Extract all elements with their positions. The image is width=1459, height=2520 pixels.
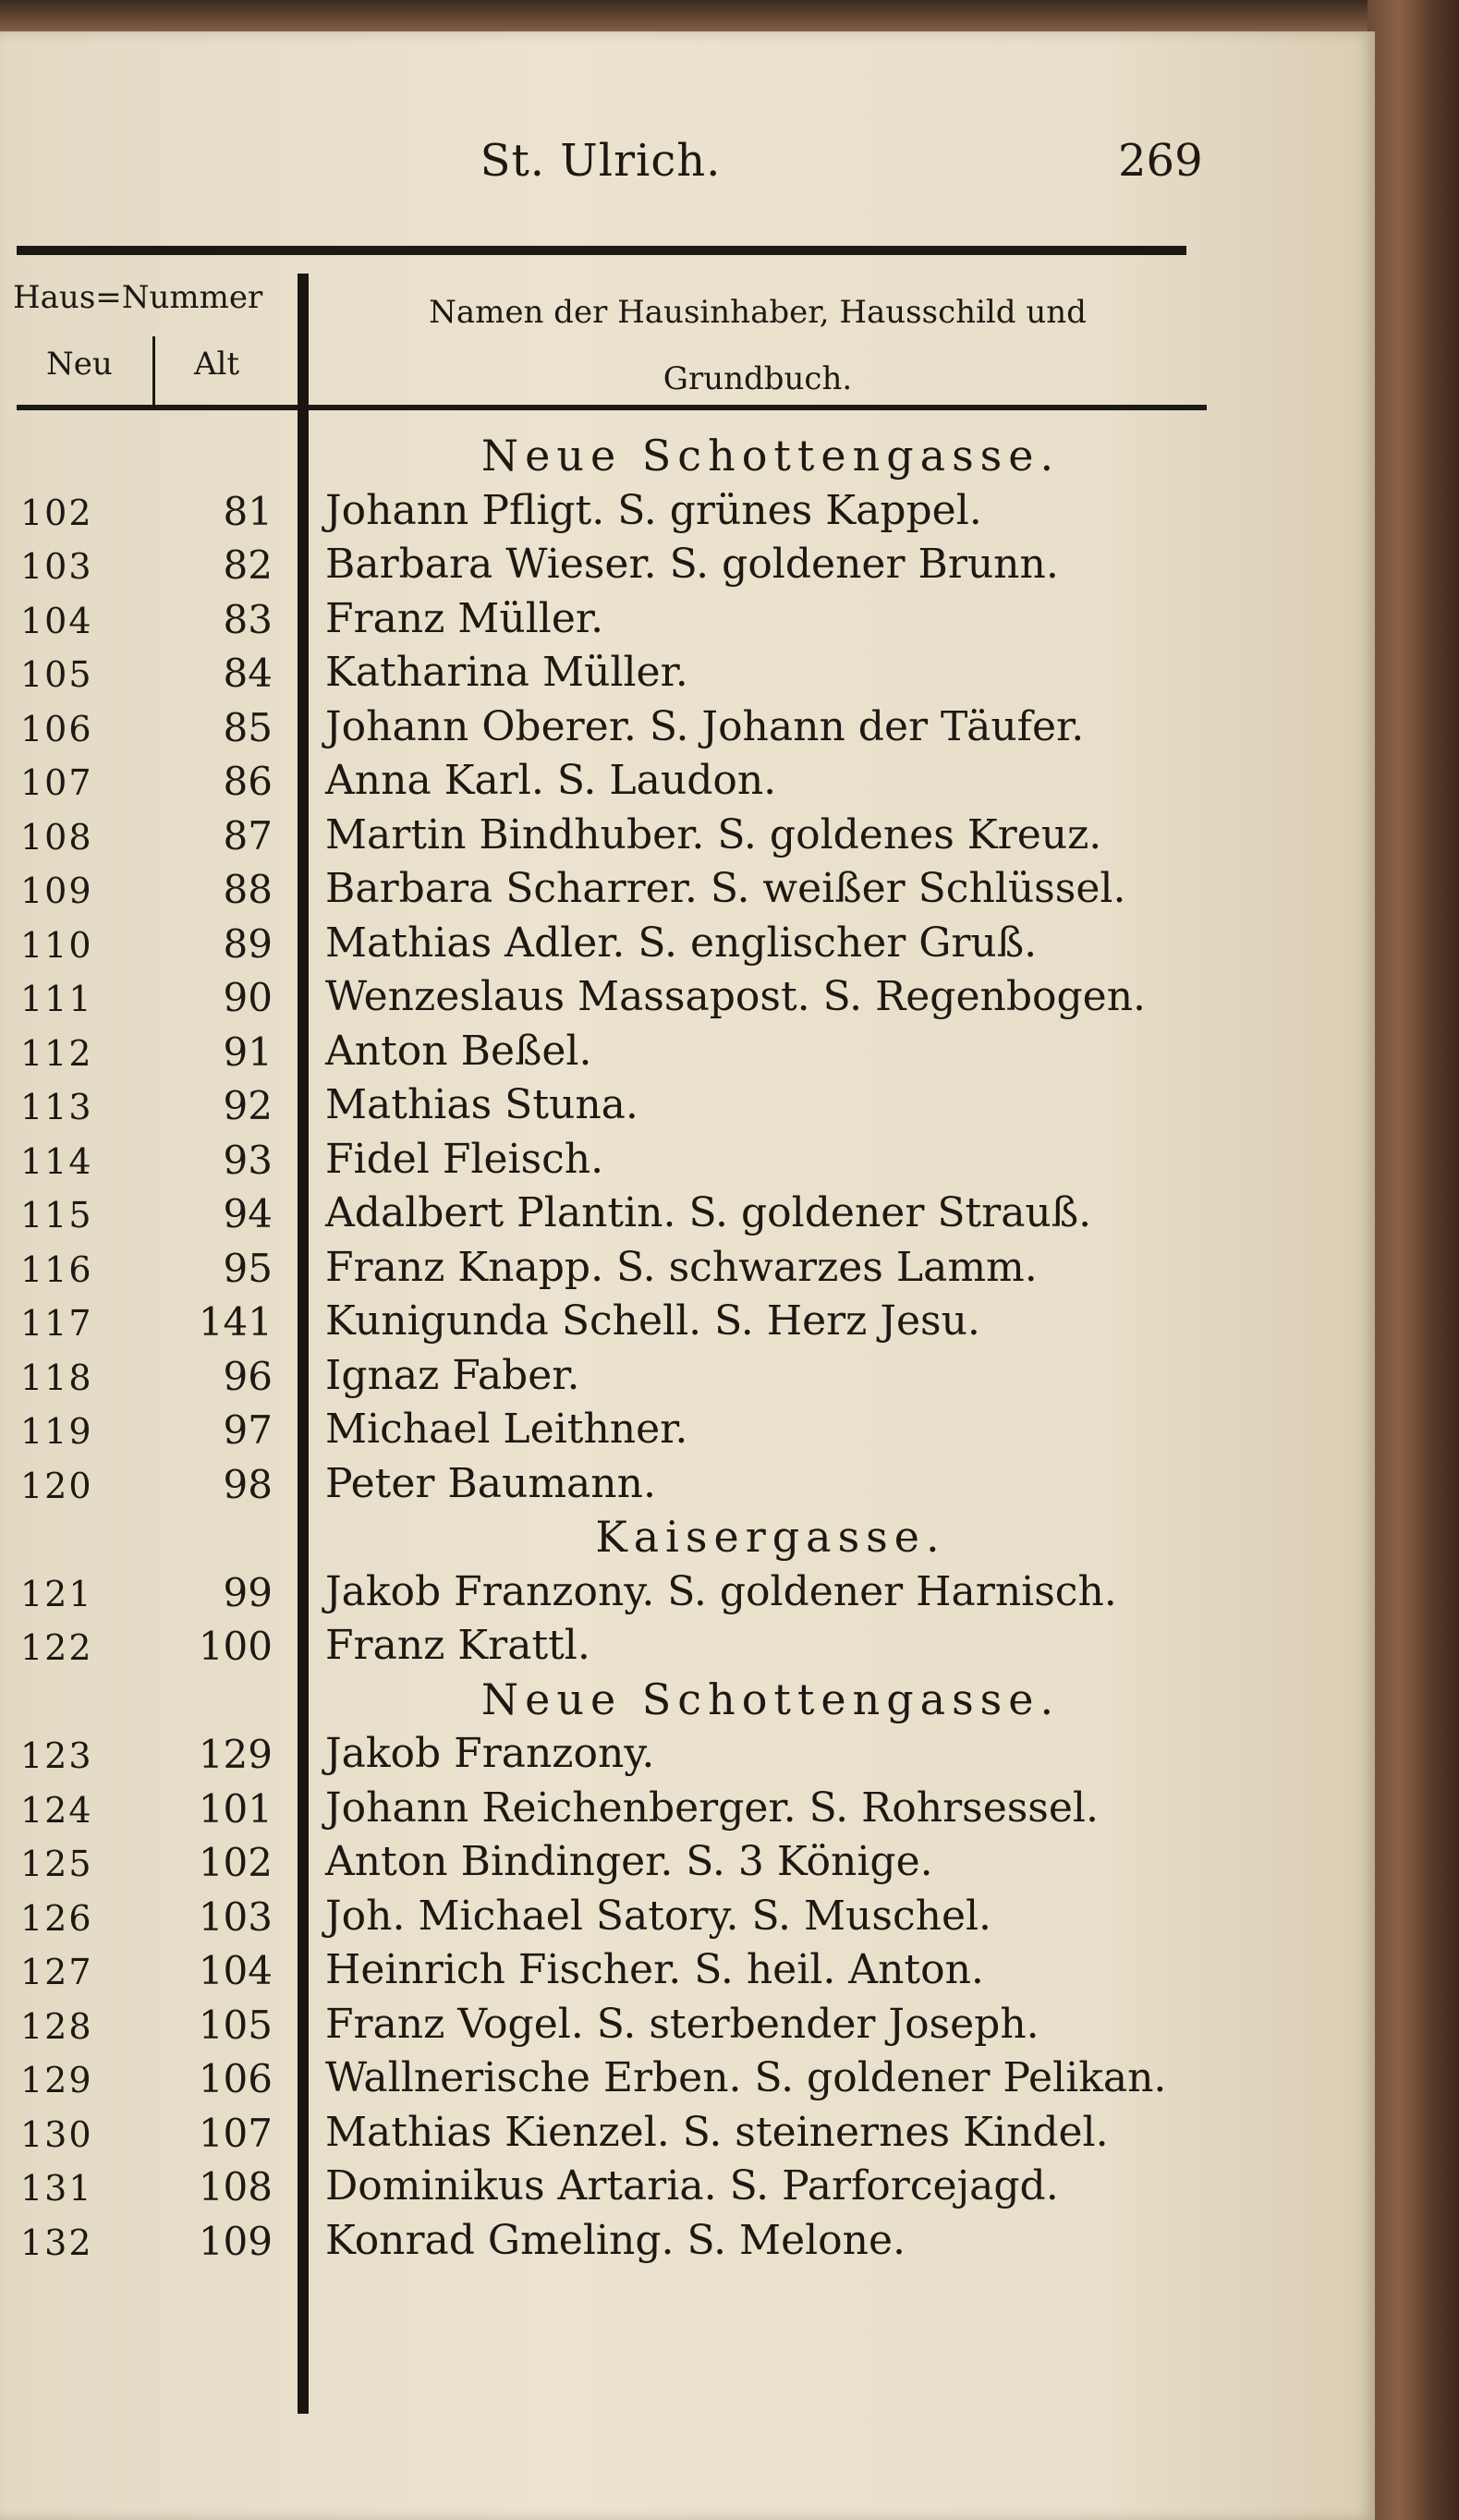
owner-and-sign: Jakob Franzony. S. goldener Harnisch. [325, 1567, 1117, 1615]
register-entry [0, 1455, 1275, 1509]
house-number-old: 106 [198, 2056, 273, 2101]
house-number-new: 125 [20, 1844, 93, 1884]
owner-and-sign: Michael Leithner. [325, 1406, 688, 1453]
register-entry [0, 1238, 1275, 1293]
house-number-old: 103 [198, 1893, 273, 1940]
house-number-new: 106 [20, 708, 93, 749]
house-number-new: 124 [20, 1789, 93, 1831]
house-number-old: 94 [223, 1191, 273, 1236]
street-heading-row [0, 427, 1275, 481]
house-number-old: 100 [198, 1624, 273, 1669]
owner-and-sign: Katharina Müller. [325, 649, 688, 696]
house-number-new: 120 [20, 1465, 93, 1506]
register-entry [0, 481, 1275, 536]
house-number-old: 85 [223, 704, 273, 750]
register-entry [0, 2049, 1275, 2103]
owner-and-sign: Johann Oberer. S. Johann der Täufer. [325, 702, 1085, 750]
owner-and-sign: Barbara Scharrer. S. weißer Schlüssel. [325, 865, 1126, 912]
house-number-new: 128 [20, 2005, 93, 2047]
house-number-new: 122 [20, 1627, 93, 1668]
register-entry [0, 2103, 1275, 2158]
owner-and-sign: Anton Bindinger. S. 3 Könige. [325, 1838, 933, 1885]
house-number-old: 83 [223, 596, 273, 642]
house-number-new: 108 [20, 816, 93, 858]
register-entry [0, 1400, 1275, 1455]
house-number-new: 107 [20, 762, 93, 803]
owner-and-sign: Johann Reichenberger. S. Rohrsessel. [325, 1783, 1099, 1832]
register-entry [0, 1616, 1275, 1671]
house-number-new: 115 [20, 1195, 93, 1236]
register-entry [0, 2211, 1275, 2266]
owner-and-sign: Franz Knapp. S. schwarzes Lamm. [325, 1243, 1038, 1291]
house-number-old: 107 [198, 2110, 273, 2156]
owner-and-sign: Peter Baumann. [325, 1459, 656, 1507]
register-entry [0, 1941, 1275, 1995]
house-number-old: 81 [223, 488, 273, 534]
register-entry [0, 1995, 1275, 2050]
house-number-old: 93 [223, 1137, 273, 1183]
owner-and-sign: Martin Bindhuber. S. goldenes Kreuz. [325, 810, 1102, 858]
street-heading: Kaisergasse. [595, 1512, 946, 1562]
register-entry [0, 698, 1275, 752]
page-number: 269 [1118, 135, 1203, 187]
house-number-new: 131 [20, 2168, 93, 2209]
register-entry [0, 1076, 1275, 1130]
house-number-new: 104 [20, 600, 93, 641]
register-entry [0, 535, 1275, 590]
register-entry [0, 806, 1275, 860]
house-number-old: 109 [198, 2218, 273, 2264]
register-entry [0, 914, 1275, 968]
house-number-old: 141 [198, 1299, 273, 1345]
house-number-new: 126 [20, 1897, 93, 1939]
book-page-edges [1368, 0, 1459, 2520]
house-number-new: 118 [20, 1357, 93, 1398]
house-number-old: 86 [223, 759, 273, 804]
owner-and-sign: Franz Krattl. [325, 1622, 590, 1669]
house-number-old: 108 [198, 2164, 273, 2210]
register-entry [0, 1779, 1275, 1833]
house-number-new: 132 [20, 2222, 93, 2263]
owner-and-sign: Wallnerische Erben. S. goldener Pelikan. [325, 2054, 1167, 2101]
register-entry [0, 1887, 1275, 1942]
street-heading-row [0, 1508, 1275, 1563]
house-number-new: 116 [20, 1248, 93, 1290]
house-number-new: 123 [20, 1735, 93, 1776]
house-number-old: 87 [223, 812, 273, 858]
house-number-old: 97 [223, 1407, 273, 1453]
header-rule [17, 405, 1207, 410]
house-number-new: 127 [20, 1952, 93, 1992]
register-entry [0, 1346, 1275, 1401]
house-number-new: 105 [20, 654, 93, 695]
house-number-old: 95 [223, 1245, 273, 1291]
house-number-old: 92 [223, 1083, 273, 1128]
house-number-new: 109 [20, 870, 93, 911]
house-number-old: 89 [223, 920, 273, 967]
house-number-old: 90 [223, 975, 273, 1020]
column-header-separator [152, 336, 155, 406]
house-number-new: 114 [20, 1140, 93, 1182]
register-entry [0, 1832, 1275, 1887]
house-number-new: 112 [20, 1032, 93, 1074]
owner-and-sign: Franz Müller. [325, 594, 604, 642]
house-number-old: 102 [198, 1840, 273, 1885]
register-list [0, 427, 1275, 2265]
owner-and-sign: Kunigunda Schell. S. Herz Jesu. [325, 1297, 980, 1345]
house-number-new: 117 [20, 1303, 93, 1344]
house-number-old: 101 [198, 1785, 273, 1832]
owner-and-sign: Mathias Stuna. [325, 1081, 638, 1128]
owner-and-sign: Konrad Gmeling. S. Melone. [325, 2216, 906, 2264]
house-number-new: 113 [20, 1087, 93, 1127]
owner-and-sign: Dominikus Artaria. S. Parforcejagd. [325, 2162, 1059, 2210]
owner-and-sign: Anton Beßel. [325, 1027, 592, 1075]
house-number-old: 88 [223, 867, 273, 912]
house-number-old: 129 [198, 1732, 273, 1777]
house-number-old: 98 [223, 1461, 273, 1507]
house-number-new: 111 [20, 979, 93, 1019]
column-header-names-line1: Namen der Hausinhaber, Hausschild und [429, 294, 1087, 331]
register-entry [0, 1022, 1275, 1077]
running-head [0, 135, 1201, 187]
register-entry [0, 1724, 1275, 1779]
register-entry [0, 1563, 1275, 1617]
column-header-haus-nummer: Haus=Nummer [13, 279, 263, 316]
owner-and-sign: Ignaz Faber. [325, 1351, 580, 1399]
register-entry [0, 1292, 1275, 1346]
house-number-old: 82 [223, 542, 273, 588]
book-page [0, 31, 1375, 2520]
column-header-names-line2: Grundbuch. [663, 360, 853, 397]
house-number-new: 119 [20, 1411, 93, 1452]
register-entry [0, 859, 1275, 914]
house-number-new: 129 [20, 2060, 93, 2100]
column-header-neu: Neu [46, 346, 113, 383]
street-heading: Neue Schottengasse. [480, 431, 1061, 481]
owner-and-sign: Fidel Fleisch. [325, 1135, 604, 1183]
house-number-old: 91 [223, 1029, 273, 1075]
house-number-new: 121 [20, 1573, 93, 1614]
owner-and-sign: Anna Karl. S. Laudon. [325, 757, 777, 804]
top-rule [17, 246, 1186, 255]
owner-and-sign: Mathias Kienzel. S. steinernes Kindel. [325, 2108, 1109, 2156]
register-entry [0, 751, 1275, 806]
running-head-text: St. Ulrich. [480, 135, 722, 187]
house-number-new: 110 [20, 924, 93, 966]
street-heading-row [0, 1671, 1275, 1725]
owner-and-sign: Adalbert Plantin. S. goldener Strauß. [325, 1189, 1092, 1236]
house-number-new: 130 [20, 2113, 93, 2155]
owner-and-sign: Barbara Wieser. S. goldener Brunn. [325, 541, 1059, 588]
house-number-old: 99 [223, 1569, 273, 1615]
register-entry [0, 1184, 1275, 1238]
house-number-new: 102 [20, 492, 93, 533]
register-entry [0, 590, 1275, 644]
house-number-new: 103 [20, 546, 93, 587]
owner-and-sign: Wenzeslaus Massapost. S. Regenbogen. [325, 973, 1147, 1020]
house-number-old: 96 [223, 1353, 273, 1399]
house-number-old: 84 [223, 651, 273, 696]
register-entry [0, 1130, 1275, 1185]
column-header-names [314, 279, 1201, 412]
owner-and-sign: Jakob Franzony. [325, 1730, 655, 1777]
owner-and-sign: Heinrich Fischer. S. heil. Anton. [325, 1946, 984, 1993]
owner-and-sign: Franz Vogel. S. sterbender Joseph. [325, 2000, 1040, 2048]
house-number-old: 104 [198, 1948, 273, 1993]
owner-and-sign: Joh. Michael Satory. S. Muschel. [325, 1892, 992, 1940]
house-number-old: 105 [198, 2002, 273, 2048]
register-entry [0, 643, 1275, 698]
register-entry [0, 2157, 1275, 2211]
owner-and-sign: Mathias Adler. S. englischer Gruß. [325, 919, 1038, 967]
owner-and-sign: Johann Pfligt. S. grünes Kappel. [325, 486, 982, 534]
column-header-alt: Alt [194, 346, 240, 383]
street-heading: Neue Schottengasse. [480, 1674, 1061, 1724]
register-entry [0, 968, 1275, 1022]
